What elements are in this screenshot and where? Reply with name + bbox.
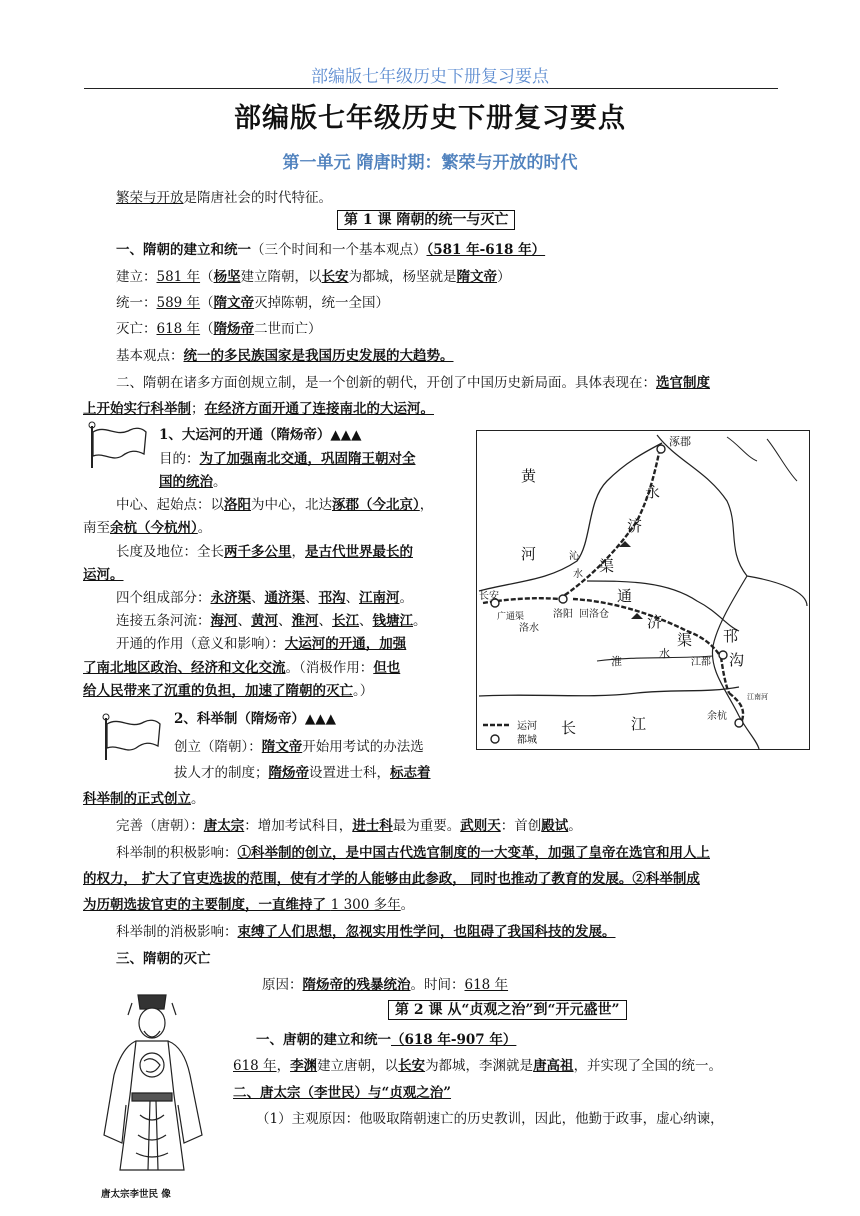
portrait-caption: 唐太宗李世民 像	[101, 1189, 171, 1200]
map-label: 河	[521, 545, 537, 563]
map-label: 广通渠	[497, 612, 525, 622]
map-label: 邗	[723, 627, 739, 645]
map-label: 江都	[691, 657, 711, 668]
map-label: 洛水	[519, 623, 539, 634]
exam-positive-3: 为历朝选拔官吏的主要制度，一直维持了 1 300 多年。	[83, 897, 415, 913]
canal-length: 长度及地位：全长两千多公里，是古代世界最长的	[116, 544, 413, 560]
intro-line: 繁荣与开放是隋唐社会的时代特征。	[116, 190, 332, 206]
taizong-heading: 二、唐太宗（李世民）与“贞观之治”	[233, 1085, 452, 1101]
map-label: 通	[617, 587, 633, 605]
founding-line: 建立：581 年（杨坚建立隋朝，以长安为都城，杨坚就是隋文帝）	[116, 269, 511, 285]
map-label: 永	[645, 483, 661, 501]
exam-created-2: 拔人才的制度；隋炀帝设置进士科，标志着	[174, 765, 431, 781]
canal-length-2: 运河。	[83, 567, 124, 583]
exam-heading: 2、科举制（隋炀帝）▲▲▲	[174, 711, 337, 727]
section2-line2: 上开始实行科举制；在经济方面开通了连接南北的大运河。	[83, 401, 434, 417]
unification-line: 统一：589 年（隋文帝灭掉陈朝，统一全国）	[116, 295, 390, 311]
canal-effect-3: 给人民带来了沉重的负担，加速了隋朝的灭亡。）	[83, 683, 374, 699]
map-label: 渠	[599, 557, 615, 575]
map-label: 回洛仓	[579, 609, 609, 620]
exam-created-3: 科举制的正式创立。	[83, 791, 205, 807]
map-legend	[483, 720, 537, 746]
map-label: 沟	[729, 651, 745, 669]
map-label: 渠	[677, 631, 693, 649]
taizong-reason: （1）主观原因：他吸取隋朝速亡的历史教训，因此，他勤于政事，虚心纳谏，	[256, 1111, 724, 1127]
map-label: 济	[647, 613, 663, 631]
basic-view-line: 基本观点：统一的多民族国家是我国历史发展的大趋势。	[116, 348, 454, 364]
canal-purpose-2: 国的统治。	[159, 474, 227, 490]
legend-canal: 运河	[517, 721, 537, 732]
page-title: 部编版七年级历史下册复习要点	[234, 103, 626, 134]
canal-center-2: 南至余杭（今杭州）。	[83, 520, 212, 536]
map-label: 长安	[479, 591, 499, 602]
canal-rivers: 连接五条河流：海河、黄河、淮河、长江、钱塘江。	[116, 613, 427, 629]
canal-heading: 1、大运河的开通（隋炀帝）▲▲▲	[159, 427, 362, 443]
section1-heading: 一、隋朝的建立和统一（三个时间和一个基本观点）（581 年-618 年）	[116, 242, 546, 258]
section2-line1: 二、隋朝在诸多方面创规立制，是一个创新的朝代，开创了中国历史新局面。具体表现在：选官制度	[116, 375, 710, 391]
tang-heading: 一、唐朝的建立和统一（618 年-907 年）	[256, 1032, 517, 1048]
canal-center: 中心、起始点：以洛阳为中心，北达涿郡（今北京），	[116, 497, 434, 513]
map-label: 水	[573, 569, 583, 580]
map-label: 黄	[521, 467, 537, 485]
section3-reason: 原因：隋炀帝的残暴统治。时间：618 年	[262, 977, 509, 993]
map-label: 江	[631, 715, 647, 733]
canal-parts: 四个组成部分：永济渠、通济渠、邗沟、江南河。	[116, 590, 413, 606]
unit-heading: 第一单元 隋唐时期：繁荣与开放的时代	[282, 153, 578, 173]
page-header: 部编版七年级历史下册复习要点	[311, 67, 549, 87]
map-label: 余杭	[707, 711, 727, 722]
section3-heading: 三、隋朝的灭亡	[116, 951, 211, 967]
exam-positive-2: 的权力， 扩大了官吏选拔的范围，使有才学的人能够由此参政， 同时也推动了教育的发展。②科举制成	[83, 871, 700, 887]
map-label: 济	[627, 517, 643, 535]
canal-effect-2: 了南北地区政治、经济和文化交流。（消极作用：但也	[83, 660, 401, 676]
map-label: 洛阳	[553, 609, 573, 620]
exam-negative: 科举制的消极影响：束缚了人们思想，忽视实用性学问，也阻碍了我国科技的发展。	[116, 924, 616, 940]
exam-positive-1: 科举制的积极影响：①科举制的创立，是中国古代选官制度的一大变革，加强了皇帝在选官和用人上	[116, 845, 710, 861]
tang-founding: 618 年，李渊建立唐朝，以长安为都城，李渊就是唐高祖，并实现了全国的统一。	[233, 1058, 723, 1074]
map-label: 水	[659, 647, 670, 660]
map-label: 涿郡	[669, 435, 691, 448]
map-label: 江南河	[747, 693, 768, 701]
legend-capital: 都城	[517, 735, 537, 746]
exam-created: 创立（隋朝）：隋文帝开始用考试的办法选	[174, 739, 424, 755]
lesson2-title: 第 2 课 从“贞观之治”到“开元盛世”	[388, 999, 627, 1019]
flag-icon	[100, 712, 162, 762]
map-label: 淮	[611, 655, 622, 668]
header-divider	[84, 88, 778, 89]
map-svg	[477, 431, 809, 749]
flag-icon	[86, 420, 148, 470]
canal-effect: 开通的作用（意义和影响）：大运河的开通，加强	[116, 636, 407, 652]
map-label: 沁	[569, 551, 579, 562]
city-markers	[491, 445, 743, 727]
fall-line: 灭亡：618 年（隋炀帝二世而亡）	[116, 321, 322, 337]
canal-purpose: 目的：为了加强南北交通，巩固隋王朝对全	[159, 451, 416, 467]
grand-canal-map	[476, 430, 810, 750]
emperor-portrait	[92, 985, 212, 1180]
exam-improve: 完善（唐朝）：唐太宗：增加考试科目，进士科最为重要。武则天：首创殿试。	[116, 818, 582, 834]
lesson1-title: 第 1 课 隋朝的统一与灭亡	[337, 209, 515, 229]
map-label: 长	[561, 719, 577, 737]
